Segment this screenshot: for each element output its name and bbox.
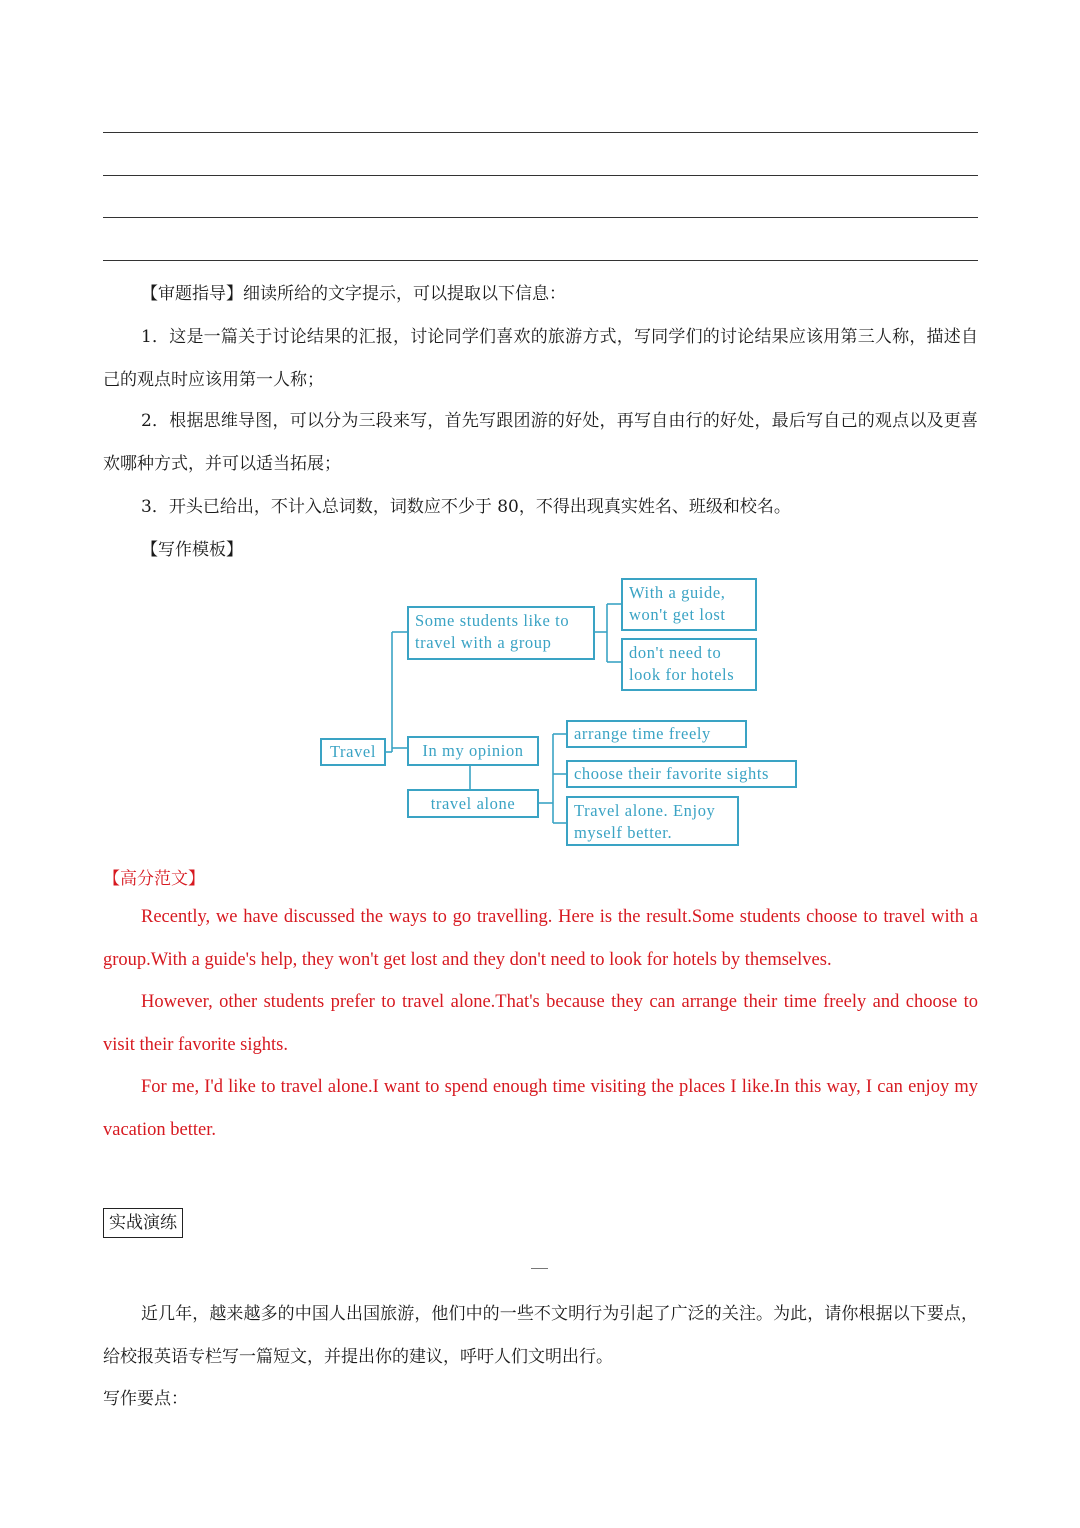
model-paragraph-3: For me, I'd like to travel alone.I want to spend enough time visiting the places I like.In this way, I can enjoy my vacation better. xyxy=(103,1077,978,1140)
mindmap-group: Some students like to travel with a group xyxy=(407,606,595,660)
guide-point-3: 3．开头已给出，不计入总词数，词数应不少于 80，不得出现真实姓名、班级和校名。 xyxy=(141,497,791,517)
mindmap-group-reason-2: don't need to look for hotels xyxy=(621,638,757,691)
mindmap-opinion: In my opinion xyxy=(407,736,539,766)
guide-point-2: 2．根据思维导图，可以分为三段来写，首先写跟团游的好处，再写自由行的好处，最后写自己的观点以及更喜欢哪种方式，并可以适当拓展； xyxy=(103,411,978,474)
model-paragraph-2: However, other students prefer to travel alone.That's because they can arrange their time freely and choose to visit their favorite sights. xyxy=(103,992,978,1055)
mindmap-group-reason-1: With a guide, won't get lost xyxy=(621,578,757,631)
template-heading: 【写作模板】 xyxy=(141,540,243,560)
mindmap-alone-reason-1: arrange time freely xyxy=(566,720,747,748)
page-separator xyxy=(531,1268,548,1269)
mindmap-alone-reason-2: choose their favorite sights xyxy=(566,760,797,788)
model-heading: 【高分范文】 xyxy=(103,869,205,889)
practice-title: 实战演练 xyxy=(103,1208,183,1238)
practice-prompt: 近几年，越来越多的中国人出国旅游，他们中的一些不文明行为引起了广泛的关注。为此，请你根据以下要点，给校报英语专栏写一篇短文，并提出你的建议，呼吁人们文明出行。 xyxy=(103,1304,978,1367)
mindmap-root: Travel xyxy=(320,738,386,766)
model-paragraph-1: Recently, we have discussed the ways to go travelling. Here is the result.Some students choose to travel with a group.With a guide's help, they won't get lost and they don't need to look for hotels by themselves. xyxy=(103,907,978,970)
guide-heading: 【审题指导】细读所给的文字提示，可以提取以下信息： xyxy=(141,284,566,304)
mindmap-alone-reason-3: Travel alone. Enjoy myself better. xyxy=(566,796,739,846)
writing-points-label: 写作要点： xyxy=(103,1389,188,1409)
guide-point-1: 1．这是一篇关于讨论结果的汇报，讨论同学们喜欢的旅游方式，写同学们的讨论结果应该用第三人称，描述自己的观点时应该用第一人称； xyxy=(103,327,978,390)
mindmap-alone: travel alone xyxy=(407,789,539,818)
